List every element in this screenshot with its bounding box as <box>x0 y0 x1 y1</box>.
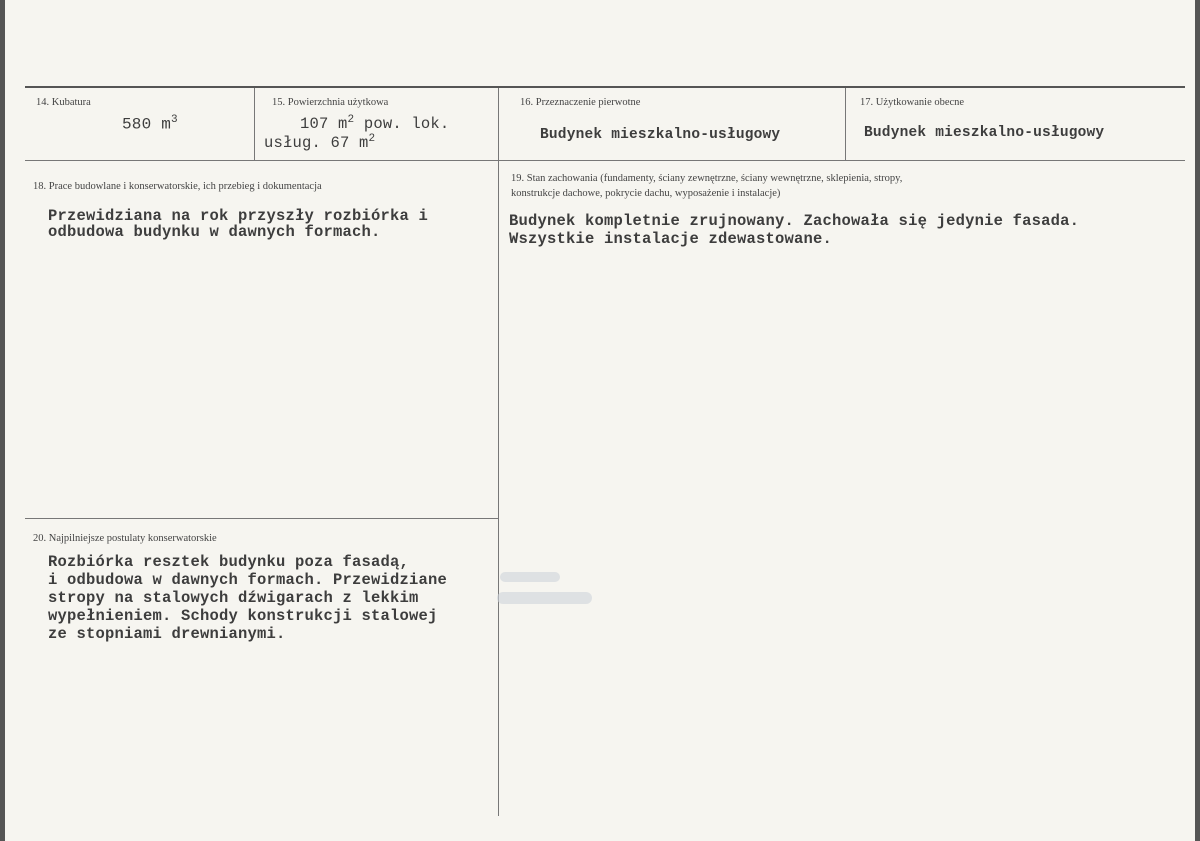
field-18-label: 18. Prace budowlane i konserwatorskie, ich przebieg i dokumentacja <box>33 181 322 192</box>
col-divider-main <box>498 88 499 816</box>
card-edge-right <box>1195 0 1200 841</box>
card-edge-left <box>0 0 5 841</box>
field-16-value: Budynek mieszkalno-usługowy <box>540 127 781 143</box>
field-18-line: Przewidziana na rok przyszły rozbiórka i <box>48 207 429 225</box>
top-rule <box>25 86 1185 88</box>
col-divider-1 <box>254 88 255 160</box>
row1-bottom-rule <box>25 160 1185 161</box>
field-15-label: 15. Powierzchnia użytkowa <box>272 97 389 108</box>
field-16-label: 16. Przeznaczenie pierwotne <box>520 97 641 108</box>
field-17-label: 17. Użytkowanie obecne <box>860 97 965 108</box>
ink-smudge <box>500 572 560 582</box>
field-17-value: Budynek mieszkalno-usługowy <box>864 125 1105 141</box>
row2-left-bottom-rule <box>25 518 498 519</box>
field-19-label-line2: konstrukcje dachowe, pokrycie dachu, wyposażenie i instalacje) <box>511 188 781 199</box>
field-18-line: odbudowa budynku w dawnych formach. <box>48 223 381 241</box>
field-20-label: 20. Najpilniejsze postulaty konserwatorskie <box>33 533 217 544</box>
field-19-line: Budynek kompletnie zrujnowany. Zachowała się jedynie fasada. <box>509 212 1080 230</box>
field-20-line: i odbudowa w dawnych formach. Przewidziane <box>48 571 448 589</box>
ink-smudge <box>497 592 592 604</box>
field-15-line1: 107 $m^2$ pow. lok. <box>300 114 450 134</box>
field-19-line: Wszystkie instalacje zdewastowane. <box>509 230 833 248</box>
field-15-line2: usług. 67 $m^2$ <box>264 133 376 153</box>
field-20-line: ze stopniami drewnianymi. <box>48 625 286 643</box>
field-20-line: Rozbiórka resztek budynku poza fasadą, <box>48 553 410 571</box>
col-divider-3 <box>845 88 846 160</box>
field-14-value: 580 $m^3$ <box>122 114 178 134</box>
field-14-label: 14. Kubatura <box>36 97 91 108</box>
field-20-line: stropy na stalowych dźwigarach z lekkim <box>48 589 419 607</box>
field-20-line: wypełnieniem. Schody konstrukcji stalowej <box>48 607 438 625</box>
field-19-label-line1: 19. Stan zachowania (fundamenty, ściany zewnętrzne, ściany wewnętrzne, sklepienia, stropy, <box>511 173 903 184</box>
